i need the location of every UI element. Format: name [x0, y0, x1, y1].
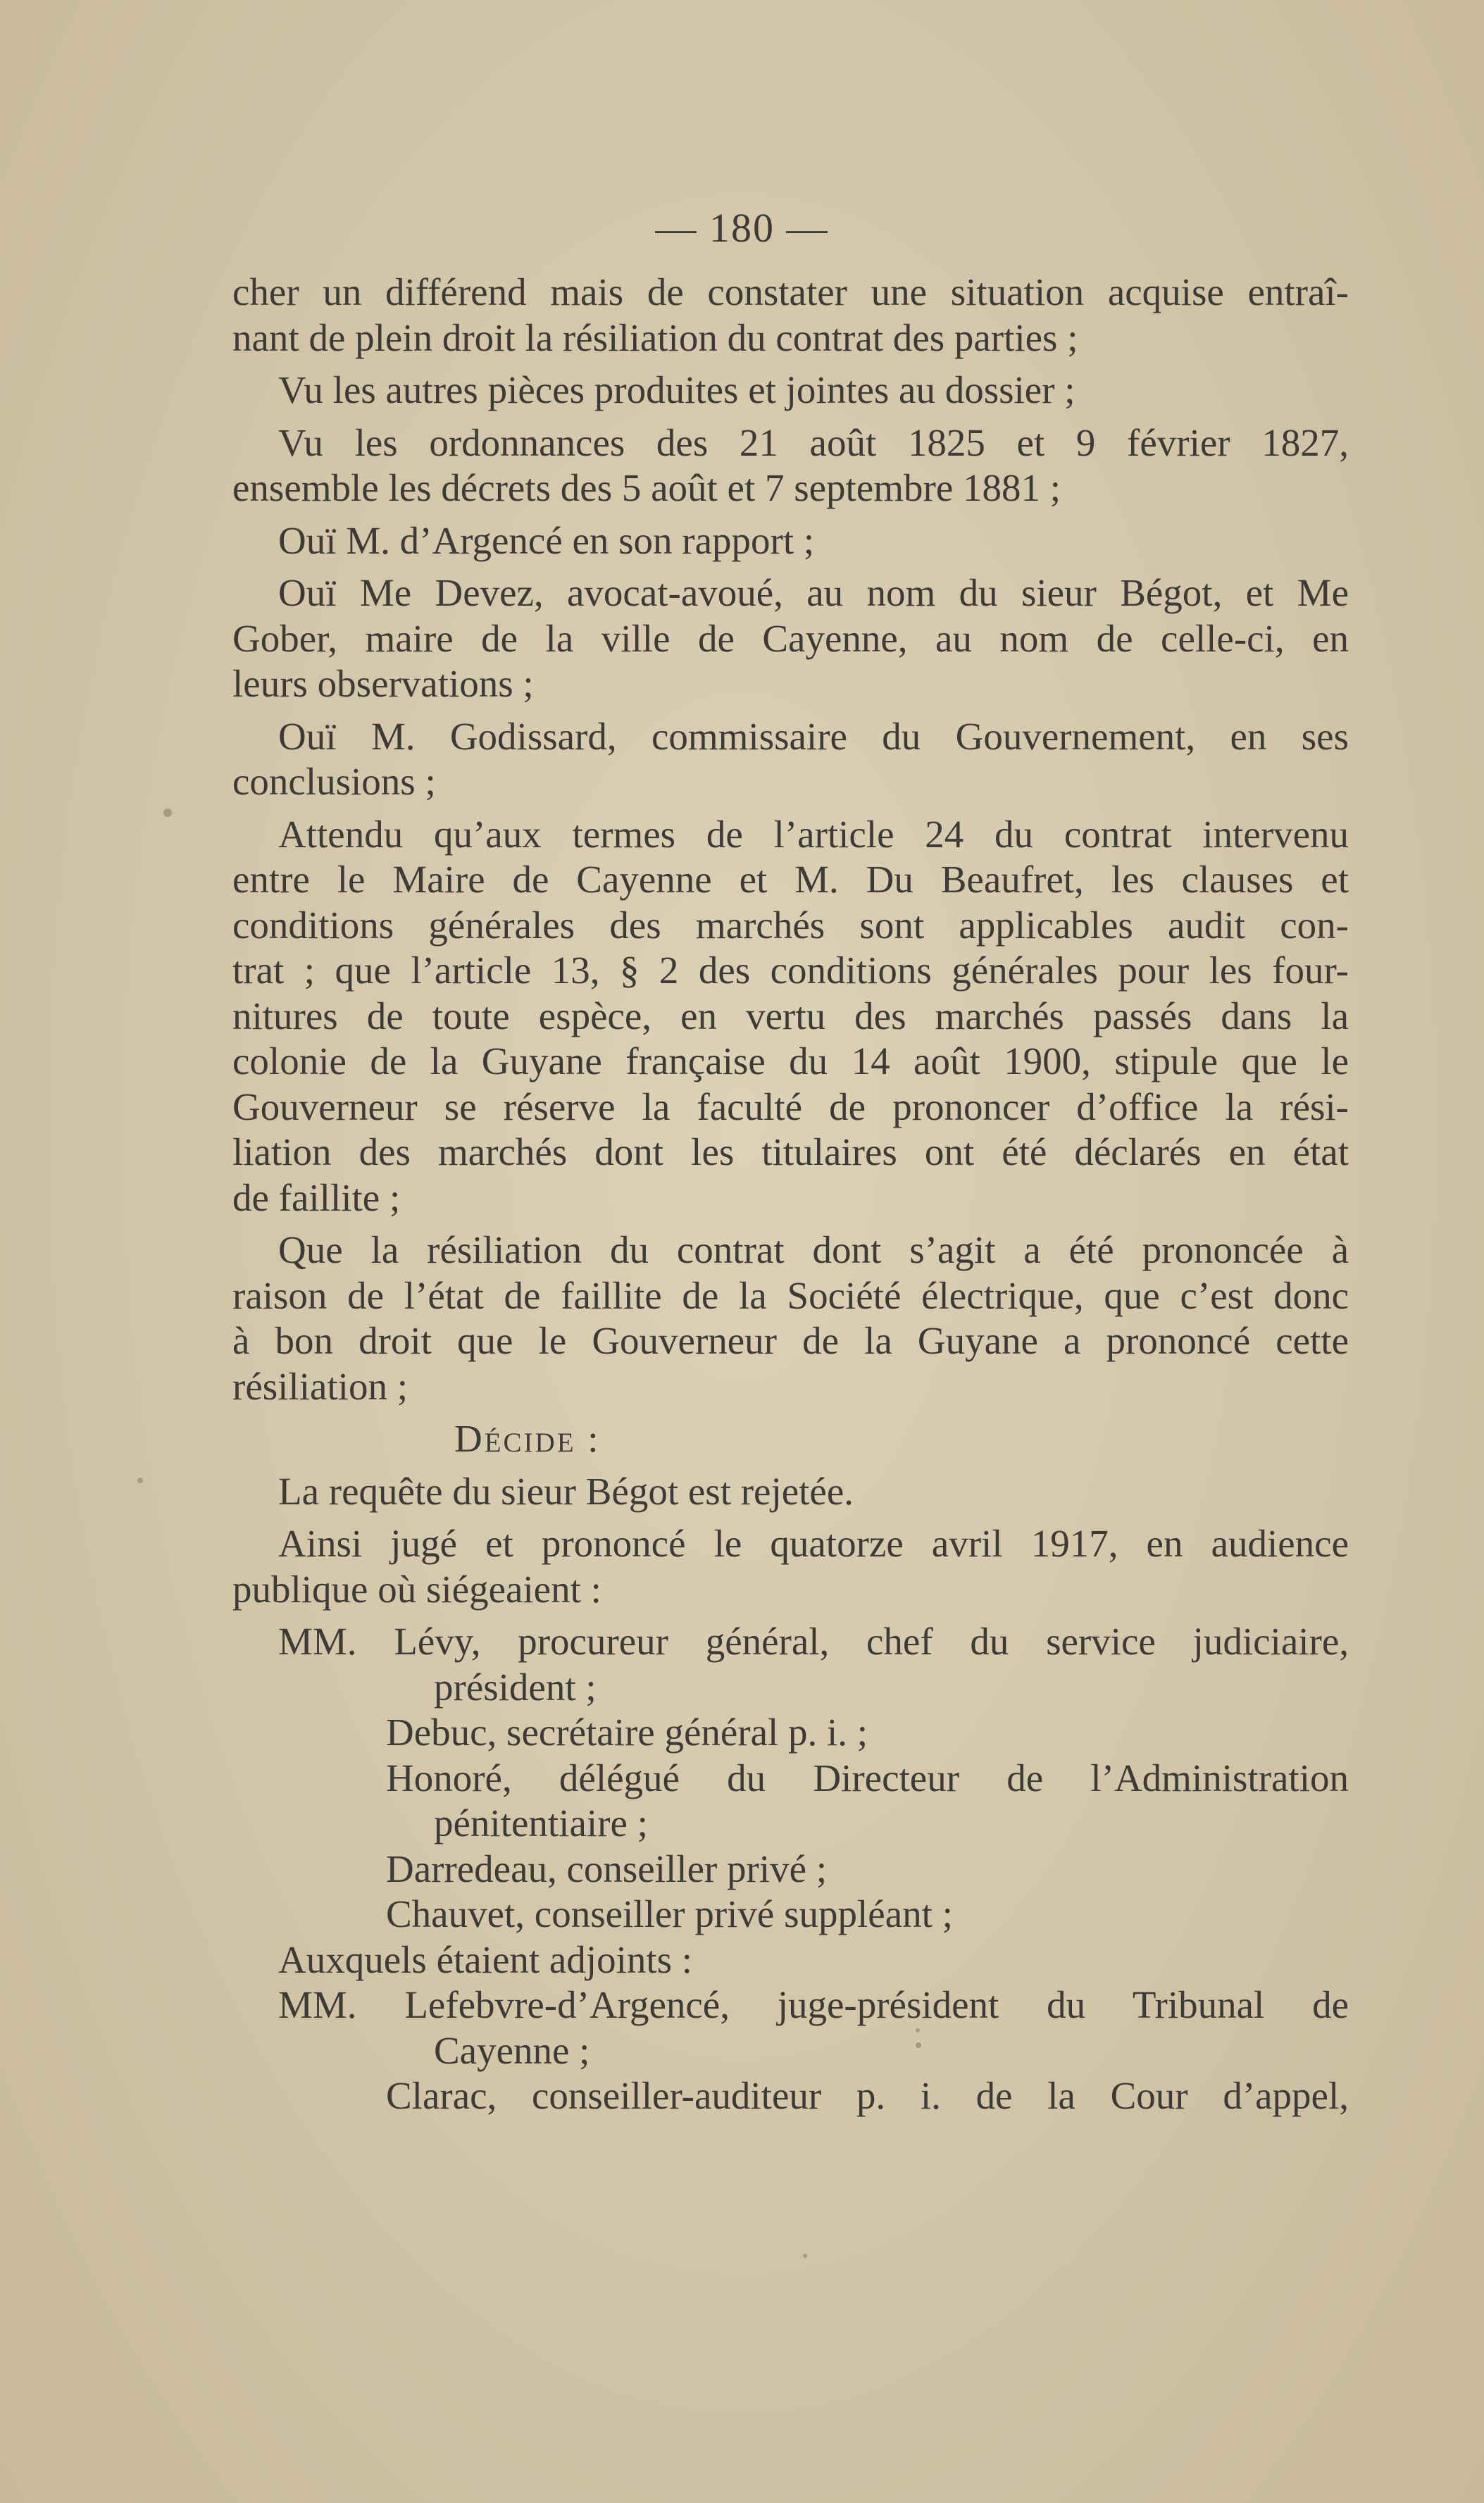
paper-speck: [916, 2042, 921, 2048]
text-line: de faillite ;: [232, 1175, 401, 1219]
decision-heading: Décide :: [454, 1417, 601, 1460]
text-line: MM. Lévy, procureur général, chef du service judiciaire,: [278, 1620, 1349, 1663]
text-line: Ainsi jugé et prononcé le quatorze avril 1917, en audience: [278, 1522, 1349, 1565]
text-line: ensemble les décrets des 5 août et 7 septembre 1881 ;: [232, 466, 1061, 509]
text-line: Auxquels étaient adjoints :: [278, 1937, 693, 1981]
text-line: cher un différend mais de constater une situation acquise entraî-: [232, 270, 1349, 313]
text-line: Vu les autres pièces produites et jointes au dossier ;: [278, 368, 1075, 411]
top-margin: [232, 0, 1349, 270]
paper-speck: [163, 809, 172, 817]
text-line: président ;: [434, 1665, 597, 1709]
text-line: Gober, maire de la ville de Cayenne, au nom de celle-ci, en: [232, 616, 1349, 660]
text-line: colonie de la Guyane française du 14 août 1900, stipule que le: [232, 1040, 1349, 1082]
text-line: Attendu qu’aux termes de l’article 24 du contrat intervenu: [278, 812, 1349, 856]
text-line: Vu les ordonnances des 21 août 1825 et 9 février 1827,: [278, 420, 1349, 464]
text-line: nant de plein droit la résiliation du contrat des parties ;: [232, 316, 1078, 359]
text-line: Ouï Me Devez, avocat-avoué, au nom du sieur Bégot, et Me: [278, 571, 1349, 614]
text-line: résiliation ;: [232, 1364, 408, 1408]
text-line: Debuc, secrétaire général p. i. ;: [386, 1711, 868, 1754]
text-line: pénitentiaire ;: [434, 1802, 648, 1845]
text-line: raison de l’état de faillite de la Société électrique, que c’est donc: [232, 1273, 1349, 1317]
page-number: — 180 —: [655, 205, 829, 251]
text-line: entre le Maire de Cayenne et M. Du Beaufret, les clauses et: [232, 858, 1349, 901]
text-line: Gouverneur se réserve la faculté de prononcer d’office la rési-: [232, 1085, 1349, 1128]
text-line: liation des marchés dont les titulaires ont été déclarés en état: [232, 1130, 1349, 1173]
text-line: trat ; que l’article 13, § 2 des conditions générales pour les four-: [232, 949, 1349, 992]
text-line: Chauvet, conseiller privé suppléant ;: [386, 1892, 953, 1935]
text-line: leurs observations ;: [232, 662, 534, 705]
text-line: Clarac, conseiller-auditeur p. i. de la Cour d’appel,: [386, 2074, 1349, 2117]
text-line: conditions générales des marchés sont applicables audit con-: [232, 903, 1349, 947]
text-line: Ouï M. d’Argencé en son rapport ;: [278, 518, 815, 562]
text-line: conclusions ;: [232, 760, 436, 803]
text-line: Darredeau, conseiller privé ;: [386, 1847, 828, 1890]
text-line: à bon droit que le Gouverneur de la Guyane a prononcé cette: [232, 1319, 1349, 1362]
body-text: [232, 0, 1349, 2119]
text-line: La requête du sieur Bégot est rejetée.: [278, 1469, 854, 1513]
text-line: nitures de toute espèce, en vertu des marchés passés dans la: [232, 994, 1349, 1037]
text-line: publique où siégeaient :: [232, 1567, 601, 1611]
paper-speck: [803, 2254, 807, 2258]
text-line: Honoré, délégué du Directeur de l’Administration: [386, 1756, 1349, 1799]
text-line: Cayenne ;: [434, 2028, 590, 2072]
text-line: Que la résiliation du contrat dont s’agit a été prononcée à: [278, 1228, 1349, 1271]
text-line: Ouï M. Godissard, commissaire du Gouvernement, en ses: [278, 714, 1349, 758]
paper-speck: [137, 1478, 143, 1483]
paper-speck: [916, 2028, 920, 2033]
text-line: MM. Lefebvre-d’Argencé, juge-président du Tribunal de: [278, 1983, 1349, 2026]
